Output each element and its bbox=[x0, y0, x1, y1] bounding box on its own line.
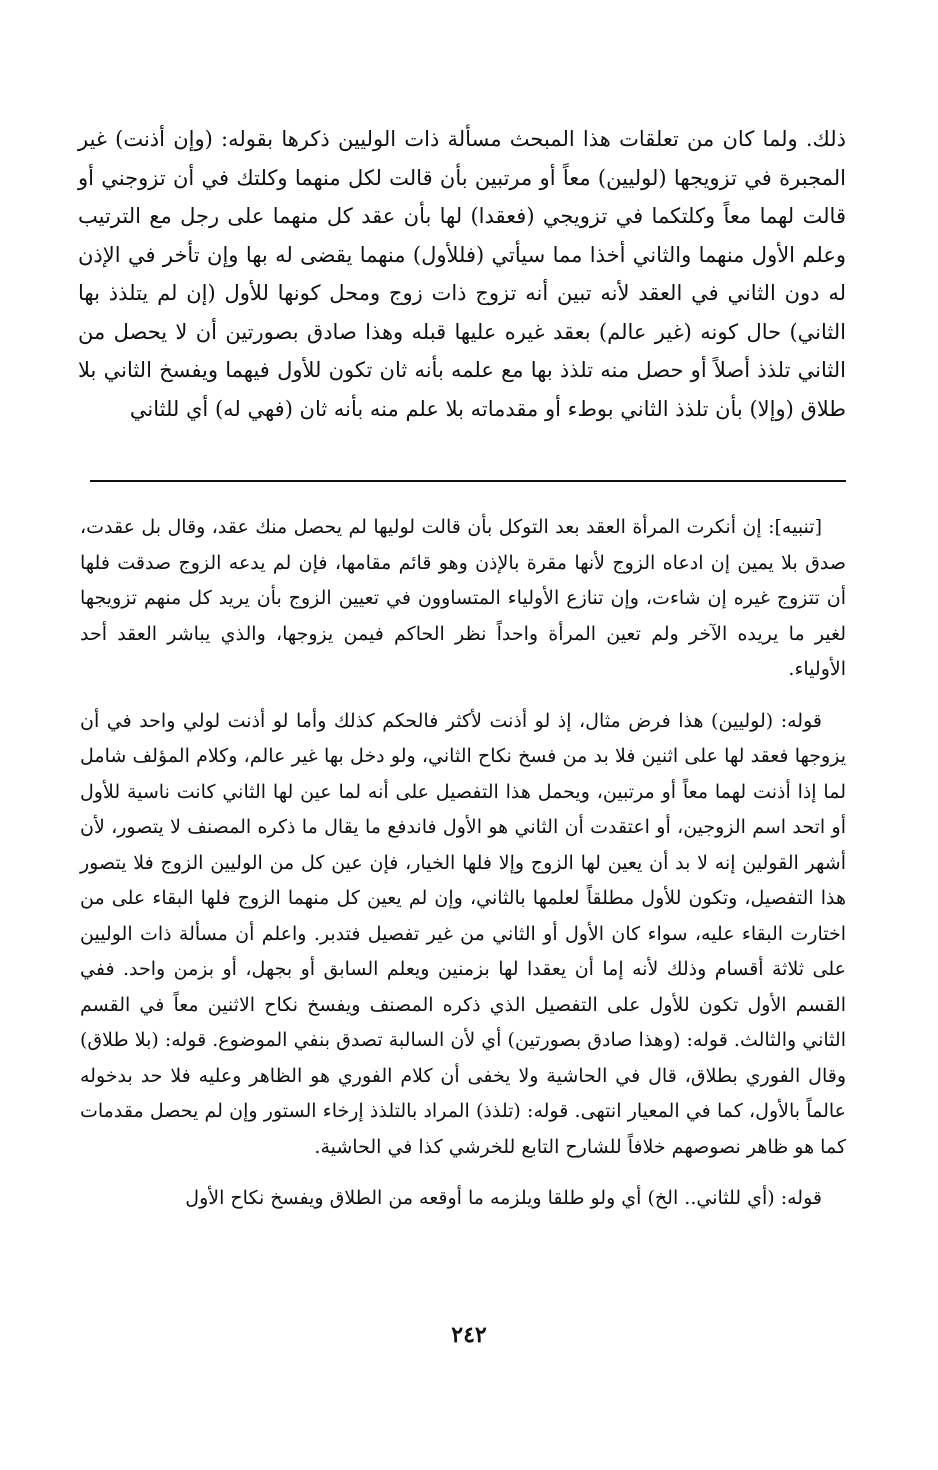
note-tanbih: [تنبيه]: إن أنكرت المرأة العقد بعد التوكل بأن قالت لوليها لم يحصل منك عقد، وقال بل عقدت، صدق بلا يمين إن ادعاه الزوج لأنها مقرة بالإذن وهو قائم مقامها، فإن لم يدعه الزوج صدقت فلها أن تتزوج غيره إن شاءت، وإن تنازع الأولياء المتساوون في تعيين الزوج بأن يريد كل منهم تزويجها لغير ما يريده الآخر ولم تعين المرأة واحداً نظر الحاكم فيمن يزوجها، والذي يباشر العقد أحد الأولياء. bbox=[80, 516, 846, 680]
main-text: ذلك. ولما كان من تعلقات هذا المبحث مسألة ذات الوليين ذكرها بقوله: (وإن أذنت) غير المجبرة في تزويجها (لوليين) معاً أو مرتبين بأن قالت لكل منهما وكلتك في أن تزوجني أو قالت لهما معاً وكلتكما في تزويجي (فعقدا) لها بأن عقد كل منهما على رجل مع الترتيب وعلم الأول منهما والثاني أخذا مما سيأتي (فللأول) منهما يقضى له بها وإن تأخر في الإذن له دون الثاني في العقد لأنه تبين أنه تزوج ذات زوج ومحل كونها للأول (إن لم يتلذذ بها الثاني) حال كونه (غير عالم) بعقد غيره عليها قبله وهذا صادق بصورتين أن لا يحصل من الثاني تلذذ أصلاً أو حصل منه تلذذ بها مع علمه بأنه ثان تكون للأول فيهما ويفسخ الثاني بلا طلاق (وإلا) بأن تلذذ الثاني بوطء أو مقدماته بلا علم منه بأنه ثان (فهي له) أي للثاني bbox=[78, 127, 846, 421]
footnotes bbox=[80, 510, 846, 1217]
note-commentary-continued: قوله: (أي للثاني.. الخ) أي ولو طلقا ويلزمه ما أوقعه من الطلاق ويفسخ نكاح الأول bbox=[185, 1187, 822, 1209]
page-number: ٢٤٢ bbox=[451, 1322, 487, 1348]
note-commentary: قوله: (لوليين) هذا فرض مثال، إذ لو أذنت لأكثر فالحكم كذلك وأما لو أذنت لولي واحد في أن يزوجها فعقد لها على اثنين فلا بد من فسخ نكاح الثاني، ولو دخل بها غير عالم، وكلام المؤلف شامل لما إذا أذنت لهما معاً أو مرتبين، ويحمل هذا التفصيل على أنه لما عين لها الثاني كانت ناسية للأول أو اتحد اسم الزوجين، أو اعتقدت أن الثاني هو الأول فاندفع ما يقال ما ذكره المصنف لا يتصور، لأن أشهر القولين إنه لا بد أن يعين لها الزوج وإلا فلها الخيار، فإن عين كل من الوليين الزوج فلا يتصور هذا التفصيل، وتكون للأول مطلقاً لعلمها بالثاني، وإن لم يعين كل منهما الزوج فلها البقاء على من اختارت البقاء عليه، سواء كان الأول أو الثاني من غير تفصيل فتدبر. واعلم أن مسألة ذات الوليين على ثلاثة أقسام وذلك لأنه إما أن يعقدا لها بزمنين ويعلم السابق أو بجهل، أو بزمن واحد. ففي القسم الأول تكون للأول على التفصيل الذي ذكره المصنف ويفسخ نكاح الاثنين معاً في القسم الثاني والثالث. قوله: (وهذا صادق بصورتين) أي لأن السالبة تصدق بنفي الموضوع. قوله: (بلا طلاق) وقال الفوري بطلاق، قال في الحاشية ولا يخفى أن كلام الفوري هو الظاهر وعليه فلا حد بدخوله عالماً بالأول، كما في المعيار انتهى. قوله: (تلذذ) المراد بالتلذذ إرخاء الستور وإن لم يحصل مقدمات كما هو ظاهر نصوصهم خلافاً للشارح التابع للخرشي كذا في الحاشية. bbox=[80, 709, 846, 1158]
footnote-divider bbox=[90, 480, 846, 482]
